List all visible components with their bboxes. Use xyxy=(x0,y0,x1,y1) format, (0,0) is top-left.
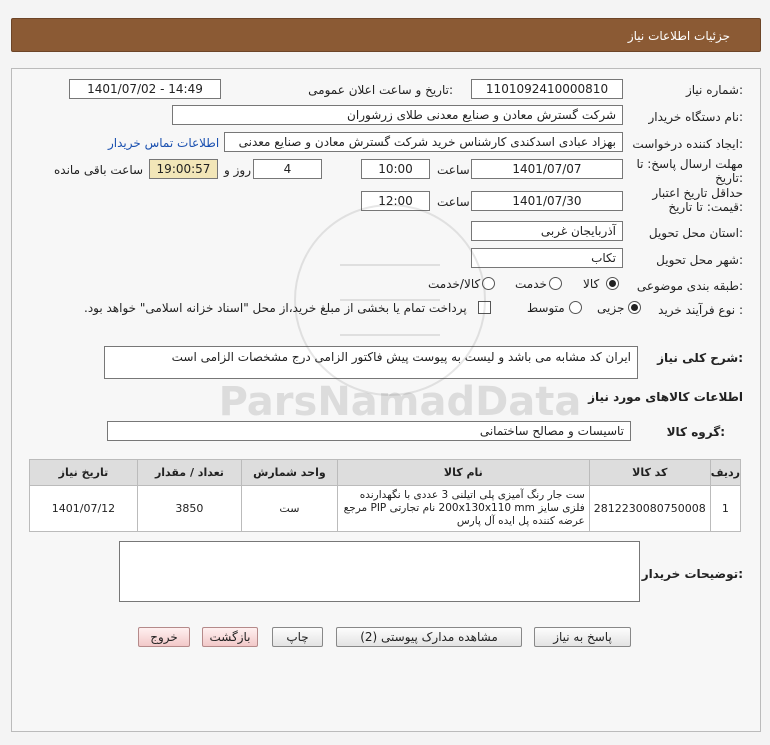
purchase-minor-label: جزیی xyxy=(597,301,625,315)
category-label: طبقه بندی موضوعی: xyxy=(636,279,743,293)
table-row[interactable] xyxy=(30,486,741,532)
city-field[interactable]: تکاب xyxy=(471,248,623,268)
cell-code: 2812230080750008 xyxy=(589,486,710,532)
goods-section-title: اطلاعات کالاهای مورد نیاز xyxy=(588,390,743,404)
treasury-note: پرداخت تمام یا بخشی از مبلغ خرید،از محل "اسناد خزانه اسلامی" خواهد بود. xyxy=(84,301,467,315)
announce-label: تاریخ و ساعت اعلان عمومی: xyxy=(308,83,453,97)
goods-table xyxy=(29,459,741,532)
validity-label: حداقل تاریخ اعتبار xyxy=(652,186,743,200)
category-goods-service-label: کالا/خدمت xyxy=(428,277,481,291)
col-name: نام کالا xyxy=(337,460,589,486)
col-row: ردیف xyxy=(710,460,740,486)
exit-button[interactable]: خروج xyxy=(138,627,190,647)
col-code: کد کالا xyxy=(589,460,710,486)
table-header-row xyxy=(30,460,741,486)
creator-label: ایجاد کننده درخواست: xyxy=(632,137,743,151)
deadline-time-field[interactable]: 10:00 xyxy=(361,159,430,179)
buyer-notes-box[interactable] xyxy=(119,541,640,602)
summary-text: ایران کد مشابه می باشد و لیست به پیوست پیش فاکتور الزامی درج مشخصات الزامی است xyxy=(104,346,638,379)
treasury-checkbox[interactable] xyxy=(478,301,491,314)
days-field[interactable]: 4 xyxy=(253,159,322,179)
contact-buyer-link[interactable]: اطلاعات تماس خریدار xyxy=(108,136,220,150)
goods-group-field[interactable]: تاسیسات و مصالح ساختمانی xyxy=(107,421,631,441)
remaining-time-label: ساعت باقی مانده xyxy=(54,163,144,177)
page-header xyxy=(11,18,761,52)
deadline-label: مهلت ارسال پاسخ: تا xyxy=(636,157,743,171)
cell-unit: ست xyxy=(241,486,337,532)
need-number-label: شماره نیاز: xyxy=(685,83,743,97)
buyer-org-label: نام دستگاه خریدار: xyxy=(648,110,743,124)
cell-qty: 3850 xyxy=(137,486,241,532)
col-qty: تعداد / مقدار xyxy=(137,460,241,486)
province-label: استان محل تحویل: xyxy=(648,226,743,240)
print-button[interactable]: چاپ xyxy=(272,627,323,647)
city-label: شهر محل تحویل: xyxy=(656,253,743,267)
goods-group-label: گروه کالا: xyxy=(666,425,725,439)
cell-row: 1 xyxy=(710,486,740,532)
buyer-org-field[interactable]: شرکت گسترش معادن و صنایع معدنی طلای زرشوران xyxy=(172,105,623,125)
back-button[interactable]: بازگشت xyxy=(202,627,258,647)
validity-date-field[interactable]: 1401/07/30 xyxy=(471,191,623,211)
category-service-radio[interactable] xyxy=(549,277,562,290)
col-unit: واحد شمارش xyxy=(241,460,337,486)
announce-field[interactable]: 1401/07/02 - 14:49 xyxy=(69,79,221,99)
days-label: روز و xyxy=(224,163,251,177)
reply-button[interactable]: پاسخ به نیاز xyxy=(534,627,631,647)
summary-label: شرح کلی نیاز: xyxy=(657,351,743,365)
category-goods-service-radio[interactable] xyxy=(482,277,495,290)
attachments-button[interactable]: مشاهده مدارک پیوستی (2) xyxy=(336,627,522,647)
category-service-label: خدمت xyxy=(515,277,547,291)
validity-time-label: ساعت xyxy=(437,195,470,209)
purchase-minor-radio[interactable] xyxy=(628,301,641,314)
category-goods-radio[interactable] xyxy=(606,277,619,290)
remaining-time-field: 19:00:57 xyxy=(149,159,218,179)
need-number-field[interactable]: 1101092410000810 xyxy=(471,79,623,99)
cell-date: 1401/07/12 xyxy=(30,486,138,532)
col-date: تاریخ نیاز xyxy=(30,460,138,486)
cell-name: ست جار رنگ آمیزی پلی اتیلنی 3 عددی با نگهدارنده فلزی سایز 200x130x110 mm نام تجارتی PIP مرجع عرضه کننده پل ایده آل پارس xyxy=(337,486,589,532)
deadline-date-field[interactable]: 1401/07/07 xyxy=(471,159,623,179)
purchase-medium-radio[interactable] xyxy=(569,301,582,314)
creator-field[interactable]: بهزاد عبادی اسدکندی کارشناس خرید شرکت گسترش معادن و صنایع معدنی xyxy=(224,132,623,152)
deadline-label-date: تاریخ: xyxy=(715,171,743,185)
category-goods-label: کالا xyxy=(583,277,600,291)
buyer-notes-label: توضیحات خریدار: xyxy=(641,567,743,581)
province-field[interactable]: آذربایجان غربی xyxy=(471,221,623,241)
purchase-type-label: نوع فرآیند خرید : xyxy=(658,303,743,317)
validity-label-date: قیمت: تا تاریخ: xyxy=(668,200,743,214)
deadline-time-label: ساعت xyxy=(437,163,470,177)
validity-time-field[interactable]: 12:00 xyxy=(361,191,430,211)
purchase-medium-label: متوسط xyxy=(527,301,565,315)
page-title: جزئیات اطلاعات نیاز xyxy=(627,29,730,43)
